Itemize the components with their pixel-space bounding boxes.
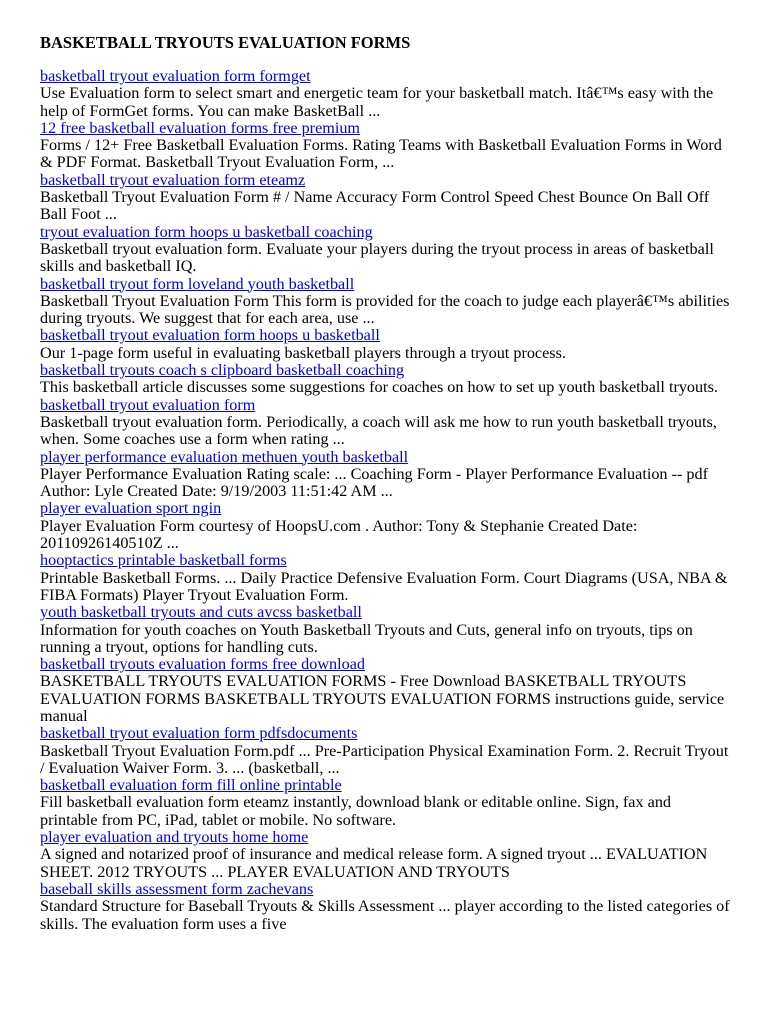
list-item bbox=[40, 449, 732, 501]
result-link[interactable]: basketball evaluation form fill online printable bbox=[40, 776, 342, 795]
result-snippet: Player Performance Evaluation Rating scale: ... Coaching Form - Player Performance Evaluation -- pdf Author: Lyle Created Date: 9/19/2003 11:51:42 AM ... bbox=[40, 464, 708, 501]
result-snippet: Basketball Tryout Evaluation Form This form is provided for the coach to judge each playerâ€™s abilities during tryouts. We suggest that for each area, use ... bbox=[40, 291, 730, 328]
list-item bbox=[40, 362, 732, 397]
result-link[interactable]: basketball tryouts coach s clipboard basketball coaching bbox=[40, 361, 405, 380]
result-link[interactable]: basketball tryout evaluation form formget bbox=[40, 67, 311, 85]
result-link[interactable]: baseball skills assessment form zachevans bbox=[40, 879, 314, 898]
result-snippet: This basketball article discusses some suggestions for coaches on how to set up youth basketball tryouts. bbox=[40, 378, 718, 397]
result-snippet: Our 1-page form useful in evaluating basketball players through a tryout process. bbox=[40, 343, 566, 362]
result-link[interactable]: 12 free basketball evaluation forms free premium bbox=[40, 118, 361, 137]
result-snippet: Fill basketball evaluation form eteamz instantly, download blank or editable online. Sign, fax and printable from PC, iPad, tablet or mobile. No software. bbox=[40, 793, 672, 829]
result-link[interactable]: player performance evaluation methuen youth basketball bbox=[40, 447, 409, 466]
list-item bbox=[40, 777, 732, 829]
result-snippet: Standard Structure for Baseball Tryouts & Skills Assessment ... player according to the listed categories of skills. The evaluation form uses a five bbox=[40, 897, 730, 933]
list-item bbox=[40, 276, 732, 328]
result-link[interactable]: hooptactics printable basketball forms bbox=[40, 551, 287, 570]
result-link[interactable]: basketball tryout form loveland youth basketball bbox=[40, 274, 355, 293]
result-snippet: Use Evaluation form to select smart and energetic team for your basketball match. Itâ€™s easy with the help of FormGet forms. You can make BasketBall ... bbox=[40, 84, 714, 120]
list-item bbox=[40, 552, 732, 604]
result-snippet: Forms / 12+ Free Basketball Evaluation Forms. Rating Teams with Basketball Evaluation Forms in Word & PDF Format. Basketball Tryout Evaluation Form, ... bbox=[40, 136, 722, 172]
result-link[interactable]: basketball tryout evaluation form pdfsdocuments bbox=[40, 724, 358, 743]
result-link[interactable]: basketball tryout evaluation form eteamz bbox=[40, 170, 306, 189]
result-link[interactable]: tryout evaluation form hoops u basketball coaching bbox=[40, 222, 373, 241]
result-link[interactable]: basketball tryout evaluation form bbox=[40, 395, 256, 414]
result-snippet: Basketball tryout evaluation form. Periodically, a coach will ask me how to run youth basketball tryouts, when. Some coaches use a form when rating ... bbox=[40, 412, 717, 449]
result-link[interactable]: basketball tryout evaluation form hoops u basketball bbox=[40, 326, 380, 345]
list-item bbox=[40, 327, 732, 362]
result-snippet: Basketball tryout evaluation form. Evaluate your players during the tryout process in areas of basketball skills and basketball IQ. bbox=[40, 239, 714, 276]
list-item bbox=[40, 604, 732, 656]
result-link[interactable]: basketball tryouts evaluation forms free download bbox=[40, 655, 366, 674]
result-snippet: Basketball Tryout Evaluation Form.pdf ... Pre-Participation Physical Examination Form. 2. Recruit Tryout / Evaluation Waiver Form. 3. ... (basketball, ... bbox=[40, 741, 729, 777]
result-snippet: A signed and notarized proof of insurance and medical release form. A signed tryout ... EVALUATION SHEET. 2012 TRYOUTS ... PLAYER EVALUATION AND TRYOUTS bbox=[40, 845, 708, 881]
list-item bbox=[40, 725, 732, 777]
list-item bbox=[40, 656, 732, 725]
list-item bbox=[40, 881, 732, 933]
list-item bbox=[40, 829, 732, 881]
result-snippet: Player Evaluation Form courtesy of HoopsU.com . Author: Tony & Stephanie Created Date: 20110926140510Z ... bbox=[40, 516, 638, 553]
result-snippet: Basketball Tryout Evaluation Form # / Name Accuracy Form Control Speed Chest Bounce On Ball Off Ball Foot ... bbox=[40, 188, 710, 224]
result-snippet: Information for youth coaches on Youth Basketball Tryouts and Cuts, general info on tryouts, tips on running a tryout, options for handling cuts. bbox=[40, 620, 693, 656]
list-item bbox=[40, 224, 732, 276]
list-item bbox=[40, 120, 732, 172]
list-item bbox=[40, 68, 732, 120]
list-item bbox=[40, 500, 732, 552]
result-snippet: Printable Basketball Forms. ... Daily Practice Defensive Evaluation Form. Court Diagrams (USA, NBA & FIBA Formats) Player Tryout Evaluation Form. bbox=[40, 568, 728, 604]
list-item bbox=[40, 172, 732, 224]
result-link[interactable]: player evaluation and tryouts home home bbox=[40, 828, 309, 847]
result-link[interactable]: youth basketball tryouts and cuts avcss basketball bbox=[40, 603, 362, 622]
list-item bbox=[40, 397, 732, 449]
page-title: BASKETBALL TRYOUTS EVALUATION FORMS bbox=[40, 33, 411, 52]
result-snippet: BASKETBALL TRYOUTS EVALUATION FORMS - Free Download BASKETBALL TRYOUTS EVALUATION FORMS BASKETBALL TRYOUTS EVALUATION FORMS instructions guide, service manual bbox=[40, 672, 725, 725]
result-link[interactable]: player evaluation sport ngin bbox=[40, 499, 222, 518]
